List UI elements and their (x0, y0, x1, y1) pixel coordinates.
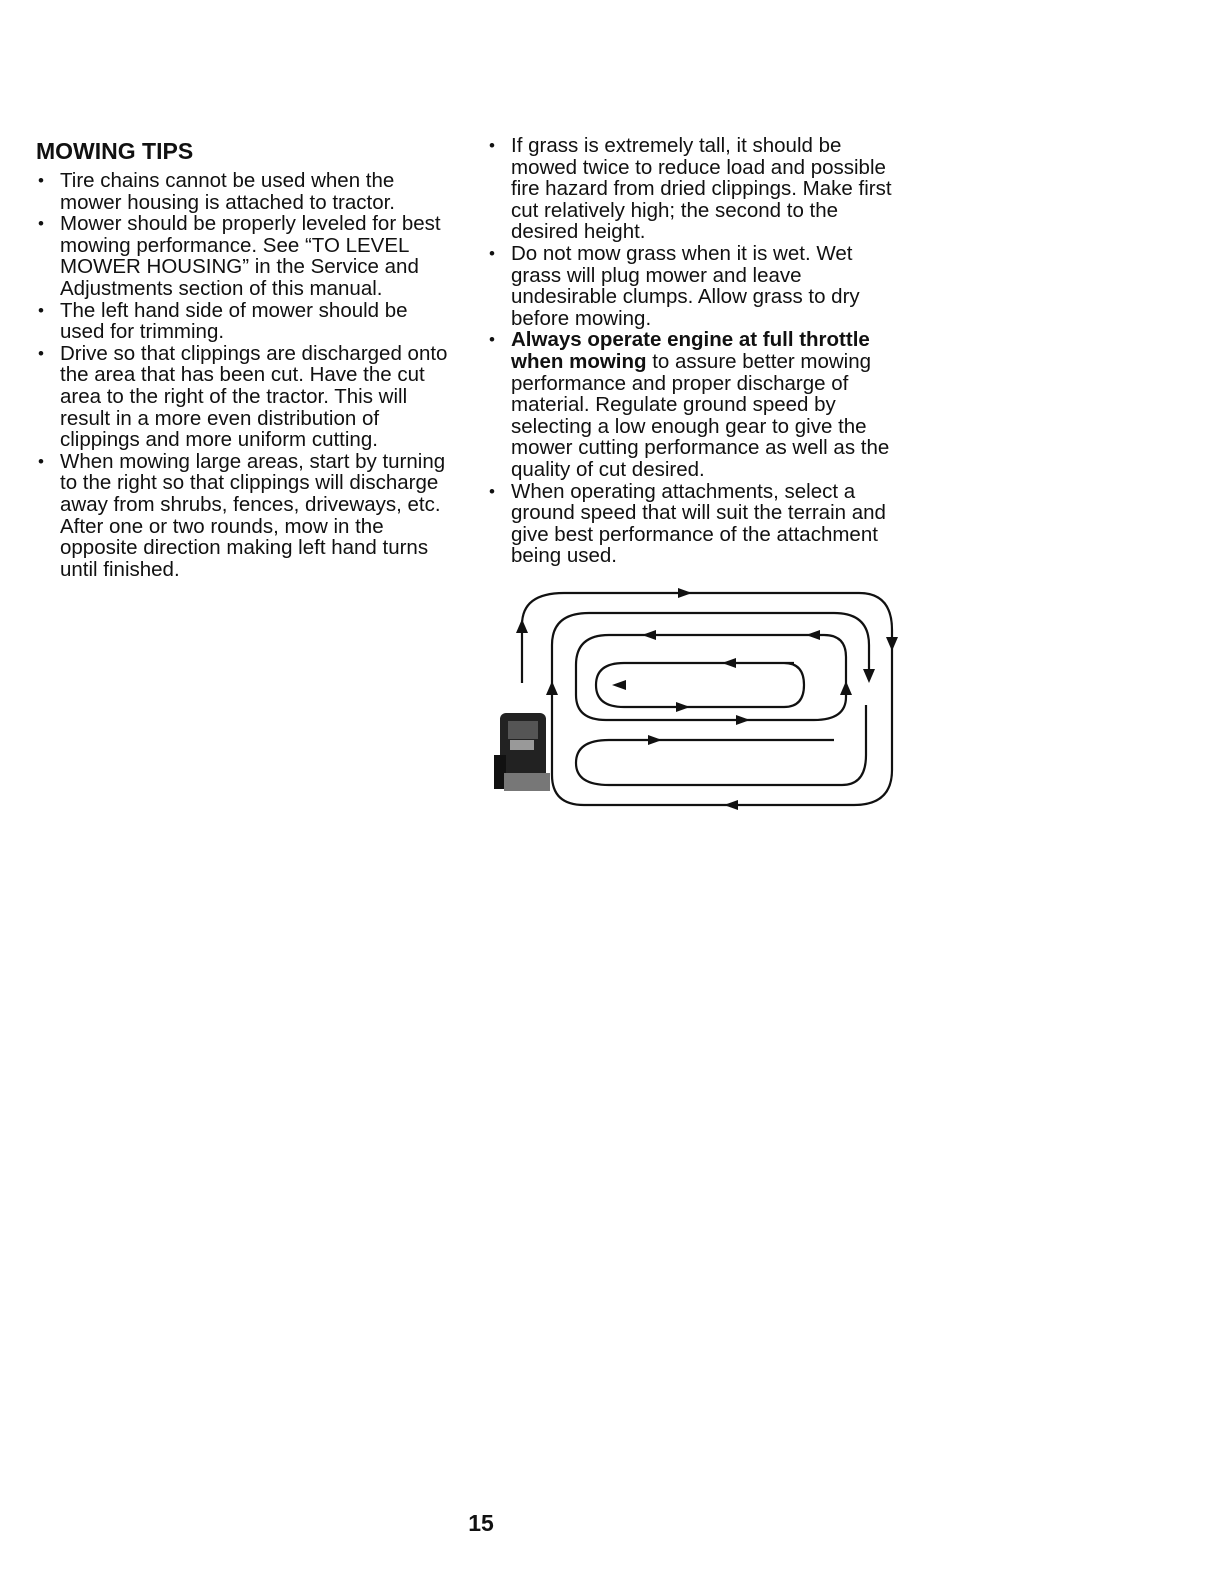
arrow-up-icon (840, 681, 852, 695)
arrow-left-icon (722, 658, 736, 668)
arrow-left-icon (642, 630, 656, 640)
tractor-icon (494, 713, 550, 791)
arrow-left-icon (724, 800, 738, 810)
arrow-up-icon (516, 619, 528, 633)
list-item: • Do not mow grass when it is wet. Wet grass will plug mower and leave undesirable clumps. Allow grass to dry before mowing. (487, 243, 907, 329)
page-number: 15 (468, 1510, 494, 1536)
right-column (487, 135, 907, 567)
throttle-warning: Always operate engine at full throttle when mowing (511, 328, 870, 373)
mowing-pattern-diagram-icon (494, 585, 904, 815)
left-column (36, 138, 456, 580)
list-item: • Tire chains cannot be used when the mower housing is attached to tractor. (36, 170, 456, 213)
arrow-left-icon (612, 680, 626, 690)
list-item: • Mower should be properly leveled for best mowing performance. See “TO LEVEL MOWER HOUSING” in the Service and Adjustments section of this manual. (36, 213, 456, 299)
list-item: • When operating attachments, select a ground speed that will suit the terrain and give best performance of the attachment being used. (487, 481, 907, 567)
list-item: • When mowing large areas, start by turning to the right so that clippings will discharge away from shrubs, fences, driveways, etc. After one or two rounds, mow in the opposite direction making left hand turns until finished. (36, 451, 456, 581)
list-item: • Drive so that clippings are discharged onto the area that has been cut. Have the cut area to the right of the tractor. This will result in a more even distribution of clippings and more uniform cutting. (36, 343, 456, 451)
right-tips-list (487, 135, 907, 567)
arrow-right-icon (676, 702, 690, 712)
arrow-right-icon (678, 588, 692, 598)
arrow-left-icon (806, 630, 820, 640)
list-item: • The left hand side of mower should be used for trimming. (36, 300, 456, 343)
throttle-warning-detail: to assure better mowing performance and proper discharge of material. Regulate ground speed by selecting a low enough gear to give the mower cutting performance as well as the quality of cut desired. (511, 349, 890, 481)
arrow-right-icon (736, 715, 750, 725)
left-tips-list (36, 170, 456, 580)
list-item (487, 329, 907, 480)
list-item: • If grass is extremely tall, it should be mowed twice to reduce load and possible fire hazard from dried clippings. Make first cut relatively high; the second to the desired height. (487, 135, 907, 243)
arrow-right-icon (648, 735, 662, 745)
arrow-up-icon (546, 681, 558, 695)
arrow-down-icon (863, 669, 875, 683)
inner-pass-path (596, 663, 804, 707)
lower-pass-path (576, 705, 866, 785)
arrow-down-icon (886, 637, 898, 651)
section-title: MOWING TIPS (36, 138, 194, 164)
